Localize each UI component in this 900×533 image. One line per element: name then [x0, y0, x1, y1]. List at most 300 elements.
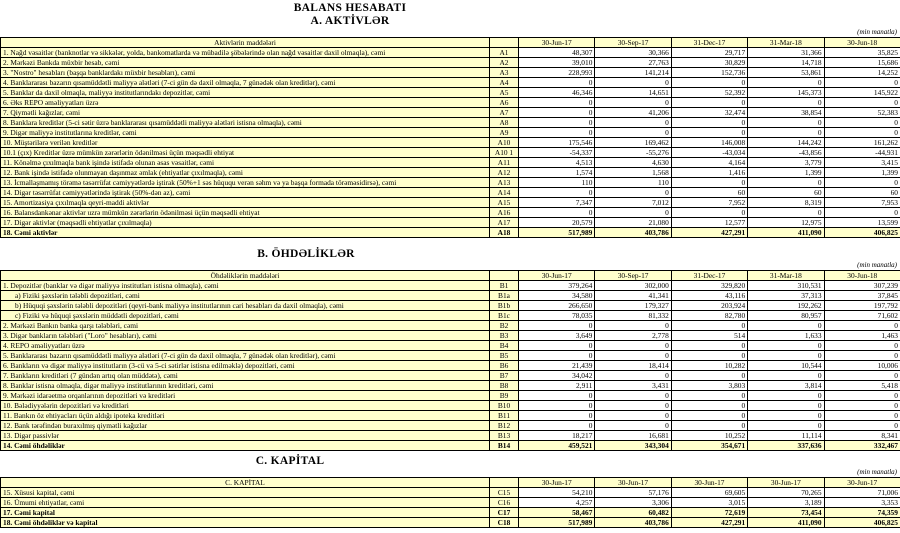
value-cell: 73,454	[748, 508, 824, 518]
value-cell: 0	[824, 421, 900, 431]
table-row	[1, 98, 900, 108]
row-label: 14. Cəmi öhdəliklər	[1, 441, 490, 451]
value-cell: 144,242	[748, 138, 824, 148]
row-label: 9. Mərkəzi idarəetmə orqanlarının depozitləri və kreditləri	[1, 391, 490, 401]
row-code: B1	[490, 281, 519, 291]
value-cell: 0	[595, 421, 671, 431]
value-cell: 41,341	[595, 291, 671, 301]
table-row	[1, 381, 900, 391]
row-label: 13. İcmallaşmamış törəmə təsərrüfat cəmiyyətlərdə iştirak (50%+1 səs hüququ verən səhm və ya başqa formada törəməsidirsə), cəmi	[1, 178, 490, 188]
table-row	[1, 441, 900, 451]
unit-note-c: (min manatla)	[857, 468, 897, 476]
table-row	[1, 421, 900, 431]
unit-note-a: (min manatla)	[857, 28, 897, 36]
table-row	[1, 78, 900, 88]
row-code: B2	[490, 321, 519, 331]
value-cell: 0	[748, 178, 824, 188]
value-cell: 0	[519, 411, 595, 421]
table-row	[1, 58, 900, 68]
value-cell: 60	[671, 188, 747, 198]
value-cell: 53,861	[748, 68, 824, 78]
value-cell: 307,239	[824, 281, 900, 291]
date-column-header: 31-Mar-18	[748, 271, 824, 281]
row-code: A17	[490, 218, 519, 228]
row-code: C16	[490, 498, 519, 508]
value-cell: 0	[824, 341, 900, 351]
table-row	[1, 498, 900, 508]
row-label: b) Hüquqi şəxslərin tələbli depozitləri (qeyri-bank maliyyə institutlarının cari hesabları da daxil olmaqla), cəmi	[1, 301, 490, 311]
value-cell: 48,307	[519, 48, 595, 58]
date-column-header: 30-Jun-17	[671, 478, 747, 488]
row-code: B12	[490, 421, 519, 431]
value-cell: 15,686	[824, 58, 900, 68]
value-cell: 78,035	[519, 311, 595, 321]
value-cell: 18,414	[595, 361, 671, 371]
table-row	[1, 218, 900, 228]
value-cell: 4,630	[595, 158, 671, 168]
value-cell: 0	[824, 118, 900, 128]
value-cell: 459,521	[519, 441, 595, 451]
value-cell: 71,006	[824, 488, 900, 498]
value-cell: 343,304	[595, 441, 671, 451]
value-cell: 0	[748, 208, 824, 218]
value-cell: 12,975	[748, 218, 824, 228]
table-row	[1, 281, 900, 291]
value-cell: 0	[824, 391, 900, 401]
row-label: 1. Depozitlər (banklar və digər maliyyə institutları istisna olmaqla), cəmi	[1, 281, 490, 291]
value-cell: 0	[595, 351, 671, 361]
value-cell: 302,000	[595, 281, 671, 291]
value-cell: 34,580	[519, 291, 595, 301]
value-cell: 14,651	[595, 88, 671, 98]
row-code: B13	[490, 431, 519, 441]
value-cell: 0	[519, 128, 595, 138]
row-label: 16. Ümumi ehtiyatlar, cəmi	[1, 498, 490, 508]
value-cell: 0	[519, 321, 595, 331]
row-label: 4. REPO əməliyyatları üzrə	[1, 341, 490, 351]
value-cell: 81,332	[595, 311, 671, 321]
value-cell: 403,786	[595, 228, 671, 238]
value-cell: 10,252	[671, 431, 747, 441]
row-label: 5. Banklar da daxil olmaqla, maliyyə institutlarındakı depozitlər, cəmi	[1, 88, 490, 98]
row-code: C18	[490, 518, 519, 528]
section-a-heading: A. AKTİVLƏR	[310, 15, 390, 27]
value-cell: 3,415	[824, 158, 900, 168]
value-cell: 4,513	[519, 158, 595, 168]
row-code: A13	[490, 178, 519, 188]
value-cell: 161,262	[824, 138, 900, 148]
value-cell: 0	[519, 118, 595, 128]
row-label: 15. Xüsusi kapital, cəmi	[1, 488, 490, 498]
row-code: C15	[490, 488, 519, 498]
value-cell: 0	[595, 98, 671, 108]
table-row	[1, 228, 900, 238]
row-label: 11. Bankın öz ehtiyacları üçün aldığı ipoteka kreditləri	[1, 411, 490, 421]
value-cell: 39,010	[519, 58, 595, 68]
value-cell: 0	[671, 391, 747, 401]
row-code: A15	[490, 198, 519, 208]
table-row	[1, 291, 900, 301]
value-cell: 82,780	[671, 311, 747, 321]
table-row	[1, 401, 900, 411]
table-row	[1, 68, 900, 78]
table-row	[1, 158, 900, 168]
value-cell: 2,778	[595, 331, 671, 341]
value-cell: 71,602	[824, 311, 900, 321]
row-code: B4	[490, 341, 519, 351]
items-column-header: Öhdəliklərin maddələri	[1, 271, 490, 281]
value-cell: 411,090	[748, 228, 824, 238]
value-cell: 0	[748, 411, 824, 421]
section-c-header	[0, 455, 580, 468]
value-cell: 0	[595, 401, 671, 411]
value-cell: 1,399	[748, 168, 824, 178]
value-cell: 0	[671, 341, 747, 351]
table-header-row	[1, 38, 900, 48]
row-label: 10.1 (çıx) Kreditlər üzrə mümkün zərərlərin ödənilməsi üçün məqsədli ehtiyat	[1, 148, 490, 158]
value-cell: 7,012	[595, 198, 671, 208]
row-label: 15. Amortizasiya çıxılmaqla qeyri-maddi aktivlər	[1, 198, 490, 208]
table-row	[1, 178, 900, 188]
table-row	[1, 488, 900, 498]
value-cell: 12,577	[671, 218, 747, 228]
value-cell: 0	[519, 208, 595, 218]
value-cell: 0	[519, 188, 595, 198]
value-cell: 1,574	[519, 168, 595, 178]
value-cell: 1,463	[824, 331, 900, 341]
value-cell: 0	[519, 351, 595, 361]
row-code: A8	[490, 118, 519, 128]
value-cell: 3,353	[824, 498, 900, 508]
value-cell: 1,399	[824, 168, 900, 178]
value-cell: 37,313	[748, 291, 824, 301]
value-cell: 146,008	[671, 138, 747, 148]
value-cell: 0	[748, 351, 824, 361]
row-code: A9	[490, 128, 519, 138]
value-cell: 10,006	[824, 361, 900, 371]
row-label: 4. Banklararası bazarın qısamüddətli maliyyə alətləri (7-ci gün də daxil olmaqla, 7 günədək olan kreditlər), cəmi	[1, 78, 490, 88]
value-cell: 3,306	[595, 498, 671, 508]
table-row	[1, 208, 900, 218]
value-cell: 228,993	[519, 68, 595, 78]
row-code: A10 1	[490, 148, 519, 158]
row-label: 18. Cəmi öhdəliklər və kapital	[1, 518, 490, 528]
value-cell: 0	[748, 321, 824, 331]
date-column-header: 30-Sep-17	[595, 271, 671, 281]
value-cell: 37,845	[824, 291, 900, 301]
value-cell: 0	[748, 341, 824, 351]
value-cell: 21,439	[519, 361, 595, 371]
table-row	[1, 48, 900, 58]
value-cell: 38,854	[748, 108, 824, 118]
table-row	[1, 391, 900, 401]
value-cell: 0	[671, 128, 747, 138]
value-cell: 203,924	[671, 301, 747, 311]
table-row	[1, 431, 900, 441]
value-cell: 0	[824, 78, 900, 88]
row-code: B1b	[490, 301, 519, 311]
value-cell: 16,681	[595, 431, 671, 441]
value-cell: 0	[595, 78, 671, 88]
table-row	[1, 188, 900, 198]
code-column-header	[490, 478, 519, 488]
row-label: 12. Bank işində istifadə olunmayan daşınmaz əmlak (ehtiyatlar çıxılmaqla), cəmi	[1, 168, 490, 178]
value-cell: 179,327	[595, 301, 671, 311]
value-cell: 30,829	[671, 58, 747, 68]
value-cell: 0	[595, 128, 671, 138]
value-cell: 0	[595, 208, 671, 218]
row-code: A2	[490, 58, 519, 68]
row-label: 6. Bankların və digər maliyyə institutların (3-cü və 5-ci sətirlər istisna edilməklə) depozitləri, cəmi	[1, 361, 490, 371]
document-header	[0, 0, 700, 28]
value-cell: -54,337	[519, 148, 595, 158]
table-row	[1, 138, 900, 148]
table-header-row	[1, 271, 900, 281]
row-label: 2. Mərkəzi Bankda müxbir hesab, cəmi	[1, 58, 490, 68]
value-cell: 411,090	[748, 518, 824, 528]
value-cell: 3,015	[671, 498, 747, 508]
row-label: 7. Bankların kreditləri (7 gündən artıq olan müddətə), cəmi	[1, 371, 490, 381]
value-cell: 0	[671, 371, 747, 381]
value-cell: 0	[748, 421, 824, 431]
value-cell: 145,373	[748, 88, 824, 98]
row-label: 7. Qiymətli kağızlar, cəmi	[1, 108, 490, 118]
value-cell: 332,467	[824, 441, 900, 451]
row-code: B8	[490, 381, 519, 391]
row-label: 17. Digər aktivlər (məqsədli ehtiyatlar çıxılmaqla)	[1, 218, 490, 228]
value-cell: 8,341	[824, 431, 900, 441]
row-code: A12	[490, 168, 519, 178]
table-row	[1, 168, 900, 178]
document-title: BALANS HESABATI	[293, 2, 407, 14]
value-cell: 0	[671, 208, 747, 218]
date-column-header: 30-Jun-17	[519, 478, 595, 488]
row-label: a) Fiziki şəxslərin tələbli depozitləri, cəmi	[1, 291, 490, 301]
unit-note-b: (min manatla)	[857, 261, 897, 269]
date-column-header: 31-Dec-17	[671, 38, 747, 48]
value-cell: 52,392	[671, 88, 747, 98]
row-label: 9. Digər maliyyə institutlarına kreditlər, cəmi	[1, 128, 490, 138]
value-cell: 403,786	[595, 518, 671, 528]
table-row	[1, 371, 900, 381]
row-code: B6	[490, 361, 519, 371]
value-cell: 4,164	[671, 158, 747, 168]
row-label: 13. Digər passivlər	[1, 431, 490, 441]
value-cell: 0	[519, 341, 595, 351]
value-cell: 7,347	[519, 198, 595, 208]
value-cell: 74,359	[824, 508, 900, 518]
value-cell: 3,431	[595, 381, 671, 391]
table-row	[1, 508, 900, 518]
value-cell: 0	[519, 421, 595, 431]
value-cell: 329,820	[671, 281, 747, 291]
value-cell: 0	[824, 98, 900, 108]
row-label: 6. Əks REPO əməliyyatları üzrə	[1, 98, 490, 108]
row-code: A4	[490, 78, 519, 88]
code-column-header	[490, 38, 519, 48]
value-cell: 69,605	[671, 488, 747, 498]
value-cell: 72,619	[671, 508, 747, 518]
value-cell: 35,825	[824, 48, 900, 58]
value-cell: 29,717	[671, 48, 747, 58]
value-cell: 14,252	[824, 68, 900, 78]
value-cell: 10,544	[748, 361, 824, 371]
row-code: A7	[490, 108, 519, 118]
value-cell: -43,856	[748, 148, 824, 158]
value-cell: 1,416	[671, 168, 747, 178]
value-cell: 0	[824, 411, 900, 421]
value-cell: 0	[824, 178, 900, 188]
value-cell: 0	[595, 118, 671, 128]
row-code: A1	[490, 48, 519, 58]
value-cell: 0	[595, 321, 671, 331]
row-label: 2. Mərkəzi Bankın banka qarşı tələbləri, cəmi	[1, 321, 490, 331]
value-cell: 3,814	[748, 381, 824, 391]
section-b-heading: B. ÖHDƏLİKLƏR	[257, 248, 355, 260]
value-cell: 2,911	[519, 381, 595, 391]
row-label: c) Fiziki və hüquqi şəxslərin müddətli depozitləri, cəmi	[1, 311, 490, 321]
value-cell: 152,736	[671, 68, 747, 78]
value-cell: 0	[595, 371, 671, 381]
row-label: 3. "Nostro" hesabları (başqa banklardakı müxbir hesabları), cəmi	[1, 68, 490, 78]
value-cell: 7,952	[671, 198, 747, 208]
table-row	[1, 361, 900, 371]
row-label: 11. Könəlmə çıxılmaqla bank işində istifadə olunan əsas vəsaitlər, cəmi	[1, 158, 490, 168]
value-cell: 517,989	[519, 518, 595, 528]
value-cell: 4,257	[519, 498, 595, 508]
row-label: 8. Banklar istisna olmaqla, digər maliyyə institutlarının kreditləri, cəmi	[1, 381, 490, 391]
value-cell: 1,633	[748, 331, 824, 341]
value-cell: 10,282	[671, 361, 747, 371]
row-code: A3	[490, 68, 519, 78]
table-row	[1, 351, 900, 361]
value-cell: 517,989	[519, 228, 595, 238]
value-cell: 31,366	[748, 48, 824, 58]
value-cell: 427,291	[671, 518, 747, 528]
table-row	[1, 331, 900, 341]
table-row	[1, 198, 900, 208]
value-cell: 0	[671, 351, 747, 361]
date-column-header: 30-Jun-18	[824, 38, 900, 48]
value-cell: 406,825	[824, 228, 900, 238]
table-row	[1, 321, 900, 331]
date-column-header: 30-Jun-17	[519, 38, 595, 48]
date-column-header: 30-Jun-18	[824, 271, 900, 281]
row-code: A11	[490, 158, 519, 168]
value-cell: 60	[748, 188, 824, 198]
value-cell: 0	[595, 341, 671, 351]
row-code: A16	[490, 208, 519, 218]
items-column-header: C. KAPİTAL	[1, 478, 490, 488]
row-code: A18	[490, 228, 519, 238]
row-code: B5	[490, 351, 519, 361]
date-column-header: 30-Jun-17	[519, 271, 595, 281]
value-cell: 70,265	[748, 488, 824, 498]
value-cell: 0	[671, 78, 747, 88]
value-cell: -43,034	[671, 148, 747, 158]
value-cell: 141,214	[595, 68, 671, 78]
value-cell: 0	[748, 98, 824, 108]
value-cell: 379,264	[519, 281, 595, 291]
date-column-header: 30-Jun-17	[824, 478, 900, 488]
value-cell: 406,825	[824, 518, 900, 528]
value-cell: 0	[671, 321, 747, 331]
value-cell: 0	[671, 118, 747, 128]
value-cell: 266,650	[519, 301, 595, 311]
value-cell: 0	[671, 178, 747, 188]
value-cell: 30,366	[595, 48, 671, 58]
value-cell: 3,649	[519, 331, 595, 341]
date-column-header: 30-Sep-17	[595, 38, 671, 48]
value-cell: -55,276	[595, 148, 671, 158]
value-cell: 3,803	[671, 381, 747, 391]
items-column-header: Aktivlərin maddələri	[1, 38, 490, 48]
value-cell: 8,319	[748, 198, 824, 208]
value-cell: 0	[824, 401, 900, 411]
row-label: 16. Balansdankənar aktivlər uzrə mümkün zərərlərin ödənilməsi üçün məqsədli ehtiyat	[1, 208, 490, 218]
value-cell: 310,531	[748, 281, 824, 291]
value-cell: 1,568	[595, 168, 671, 178]
value-cell: 0	[748, 78, 824, 88]
row-code: B14	[490, 441, 519, 451]
value-cell: 58,467	[519, 508, 595, 518]
value-cell: 80,957	[748, 311, 824, 321]
table-header-row	[1, 478, 900, 488]
row-label: 10. Bələdiyyələrin depozitləri və kreditləri	[1, 401, 490, 411]
value-cell: 0	[671, 411, 747, 421]
value-cell: 13,599	[824, 218, 900, 228]
value-cell: 34,042	[519, 371, 595, 381]
value-cell: 0	[671, 401, 747, 411]
row-label: 12. Bank tərəfindən buraxılmış qiymətli kağızlar	[1, 421, 490, 431]
value-cell: 0	[824, 351, 900, 361]
table-row	[1, 118, 900, 128]
date-column-header: 30-Jun-17	[595, 478, 671, 488]
value-cell: 32,474	[671, 108, 747, 118]
capital-table	[0, 477, 900, 528]
value-cell: 41,206	[595, 108, 671, 118]
value-cell: 0	[671, 98, 747, 108]
table-row	[1, 518, 900, 528]
row-code: B1c	[490, 311, 519, 321]
code-column-header	[490, 271, 519, 281]
table-row	[1, 108, 900, 118]
row-label: 1. Nağd vəsaitlər (banknotlar və sikkələr, yolda, bankomatlarda və mübadilə şöbələrində olan nağd vəsaitlər daxil olmaqla), cəmi	[1, 48, 490, 58]
liabilities-table	[0, 270, 900, 451]
row-code: B7	[490, 371, 519, 381]
value-cell: 3,779	[748, 158, 824, 168]
value-cell: 7,953	[824, 198, 900, 208]
date-column-header: 31-Dec-17	[671, 271, 747, 281]
value-cell: 427,291	[671, 228, 747, 238]
value-cell: 60	[824, 188, 900, 198]
value-cell: 192,262	[748, 301, 824, 311]
value-cell: 0	[595, 411, 671, 421]
value-cell: 0	[748, 118, 824, 128]
value-cell: 0	[519, 78, 595, 88]
value-cell: 145,922	[824, 88, 900, 98]
value-cell: 354,671	[671, 441, 747, 451]
value-cell: 60,482	[595, 508, 671, 518]
date-column-header: 30-Jun-17	[748, 478, 824, 488]
value-cell: 27,763	[595, 58, 671, 68]
table-row	[1, 88, 900, 98]
table-row	[1, 311, 900, 321]
value-cell: 57,176	[595, 488, 671, 498]
value-cell: 0	[824, 128, 900, 138]
section-c-heading: C. KAPİTAL	[255, 455, 325, 467]
value-cell: 197,792	[824, 301, 900, 311]
